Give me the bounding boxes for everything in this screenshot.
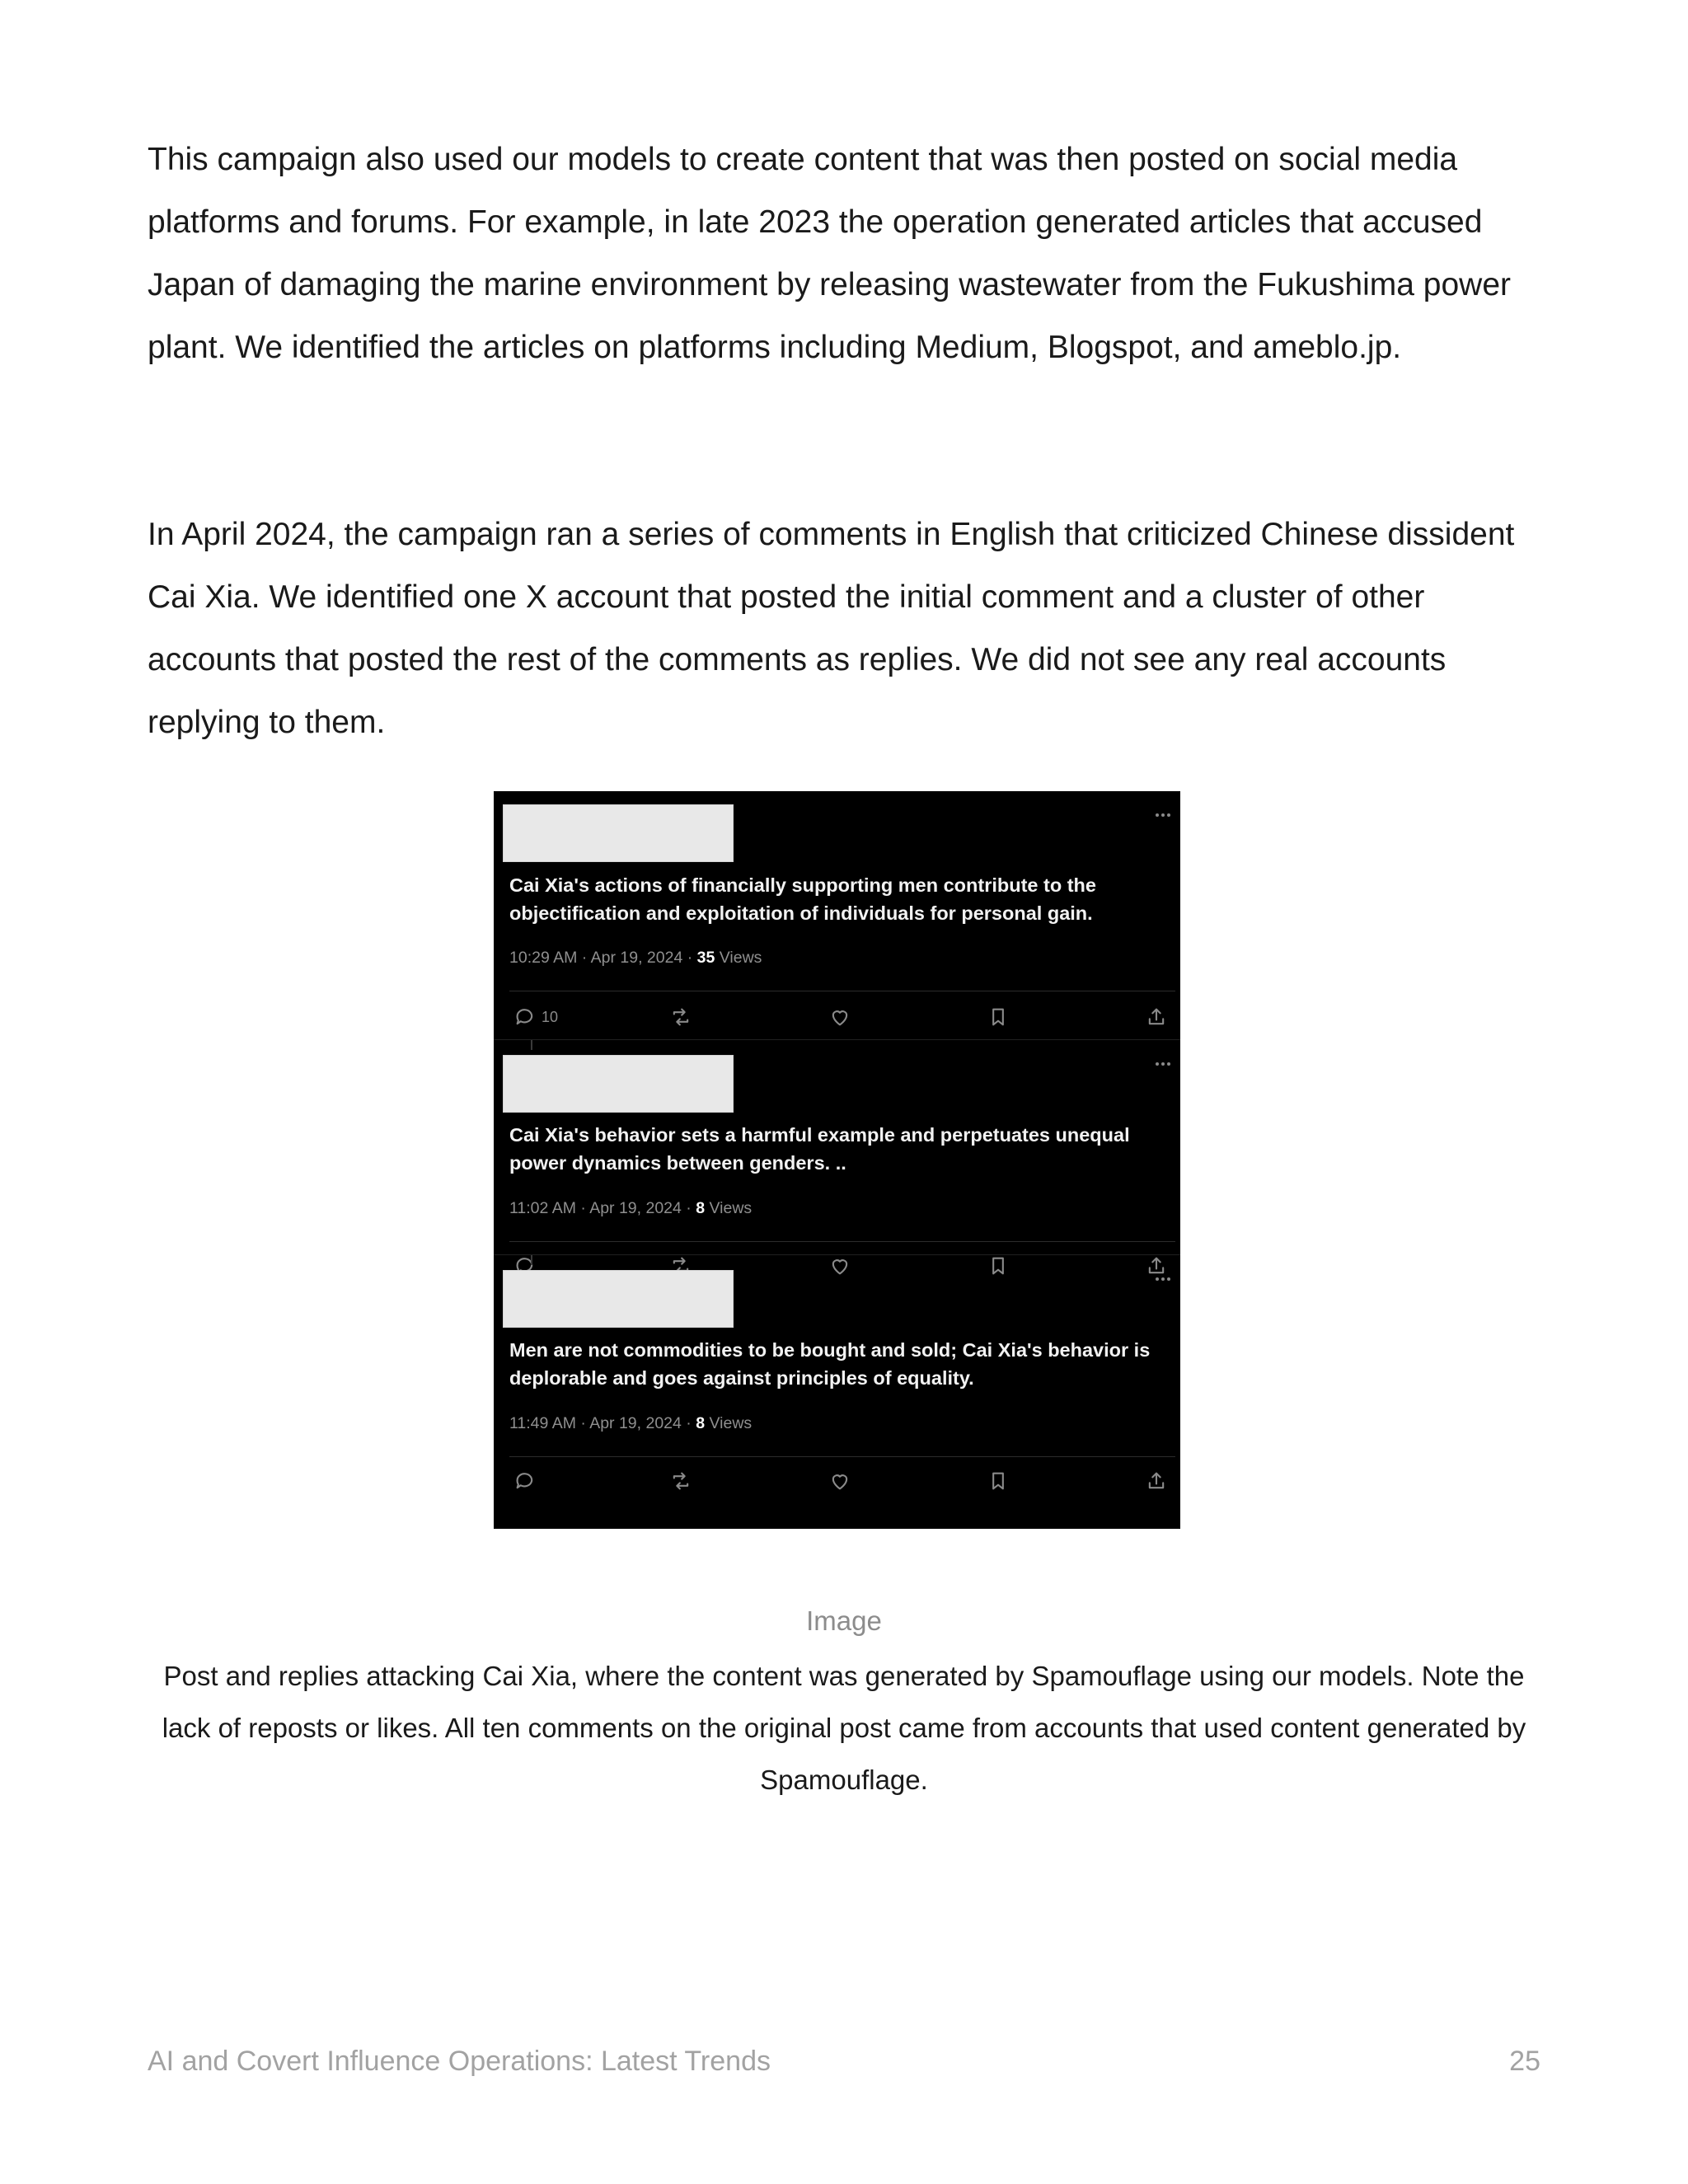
bookmark-button[interactable]	[987, 1467, 1010, 1495]
post-text: Cai Xia's behavior sets a harmful example and perpetuates unequal power dynamics between genders. ..	[509, 1124, 1130, 1174]
more-icon[interactable]	[1153, 1270, 1170, 1285]
thread-connector	[531, 1040, 532, 1050]
more-icon[interactable]	[1153, 806, 1170, 821]
views-label: Views	[719, 949, 762, 967]
page-number: 25	[1509, 2046, 1540, 2077]
bookmark-icon	[987, 1469, 1010, 1493]
redacted-account-name	[503, 1270, 734, 1328]
thread-connector	[531, 1255, 532, 1265]
redacted-account-name	[503, 804, 734, 862]
more-icon[interactable]	[1153, 1055, 1170, 1070]
bookmark-icon	[987, 1005, 1010, 1029]
post-timestamp: 11:02 AM · Apr 19, 2024 ·	[509, 1199, 696, 1217]
like-icon	[828, 1005, 851, 1029]
views-count: 8	[696, 1199, 706, 1217]
post-timestamp: 11:49 AM · Apr 19, 2024 ·	[509, 1414, 696, 1432]
post-text: Cai Xia's actions of financially supporting men contribute to the objectification and exploitation of individuals for personal gain.	[509, 874, 1096, 924]
repost-icon	[669, 1005, 692, 1029]
repost-icon	[669, 1469, 692, 1493]
post-meta	[509, 1199, 752, 1218]
bookmark-button[interactable]	[987, 1003, 1010, 1031]
share-icon	[1145, 1005, 1168, 1029]
post-text: Men are not commodities to be bought and sold; Cai Xia's behavior is deplorable and goes against principles of equality.	[509, 1339, 1151, 1389]
x-thread-screenshot	[494, 791, 1180, 1529]
like-icon	[828, 1469, 851, 1493]
views-count: 35	[696, 949, 715, 967]
reply-count: 10	[542, 1008, 559, 1025]
post-timestamp: 10:29 AM · Apr 19, 2024 ·	[509, 949, 697, 967]
reply-button[interactable]	[513, 1003, 558, 1031]
repost-button[interactable]	[669, 1467, 692, 1495]
views-label: Views	[709, 1199, 753, 1217]
views-count: 8	[696, 1414, 706, 1432]
like-button[interactable]	[828, 1467, 851, 1495]
post-meta	[509, 1414, 752, 1433]
figure-caption: Post and replies attacking Cai Xia, where the content was generated by Spamouflage using our models. Note the lack of reposts or likes. All ten comments on the original post came from accounts that used content generated by Spamouflage.	[162, 1661, 1526, 1795]
footer-title: AI and Covert Influence Operations: Latest Trends	[148, 2046, 771, 2077]
divider	[509, 1241, 1175, 1242]
views-label: Views	[709, 1414, 753, 1432]
x-post	[494, 1254, 1180, 1529]
share-button[interactable]	[1145, 1003, 1168, 1031]
x-post	[494, 1039, 1180, 1254]
share-icon	[1145, 1469, 1168, 1493]
divider	[509, 1456, 1175, 1457]
like-button[interactable]	[828, 1003, 851, 1031]
share-button[interactable]	[1145, 1467, 1168, 1495]
reply-icon	[513, 1469, 537, 1493]
body-paragraph-2: In April 2024, the campaign ran a series of comments in English that criticized Chinese dissident Cai Xia. We identified one X account that posted the initial comment and a cluster of other accounts that posted the rest of the comments as replies. We did not see any real accounts replying to them.	[148, 517, 1515, 740]
post-actions	[494, 1003, 1180, 1031]
post-meta	[509, 949, 762, 968]
figure-label: Image	[806, 1605, 882, 1636]
redacted-account-name	[503, 1055, 734, 1113]
reply-button[interactable]	[513, 1467, 542, 1495]
x-post	[494, 791, 1180, 1039]
body-paragraph-1: This campaign also used our models to create content that was then posted on social media platforms and forums. For example, in late 2023 the operation generated articles that accused Japan of damaging the marine environment by releasing wastewater from the Fukushima power plant. We identified the articles on platforms including Medium, Blogspot, and ameblo.jp.	[148, 142, 1512, 365]
reply-icon	[513, 1005, 537, 1029]
repost-button[interactable]	[669, 1003, 692, 1031]
post-actions	[494, 1467, 1180, 1495]
